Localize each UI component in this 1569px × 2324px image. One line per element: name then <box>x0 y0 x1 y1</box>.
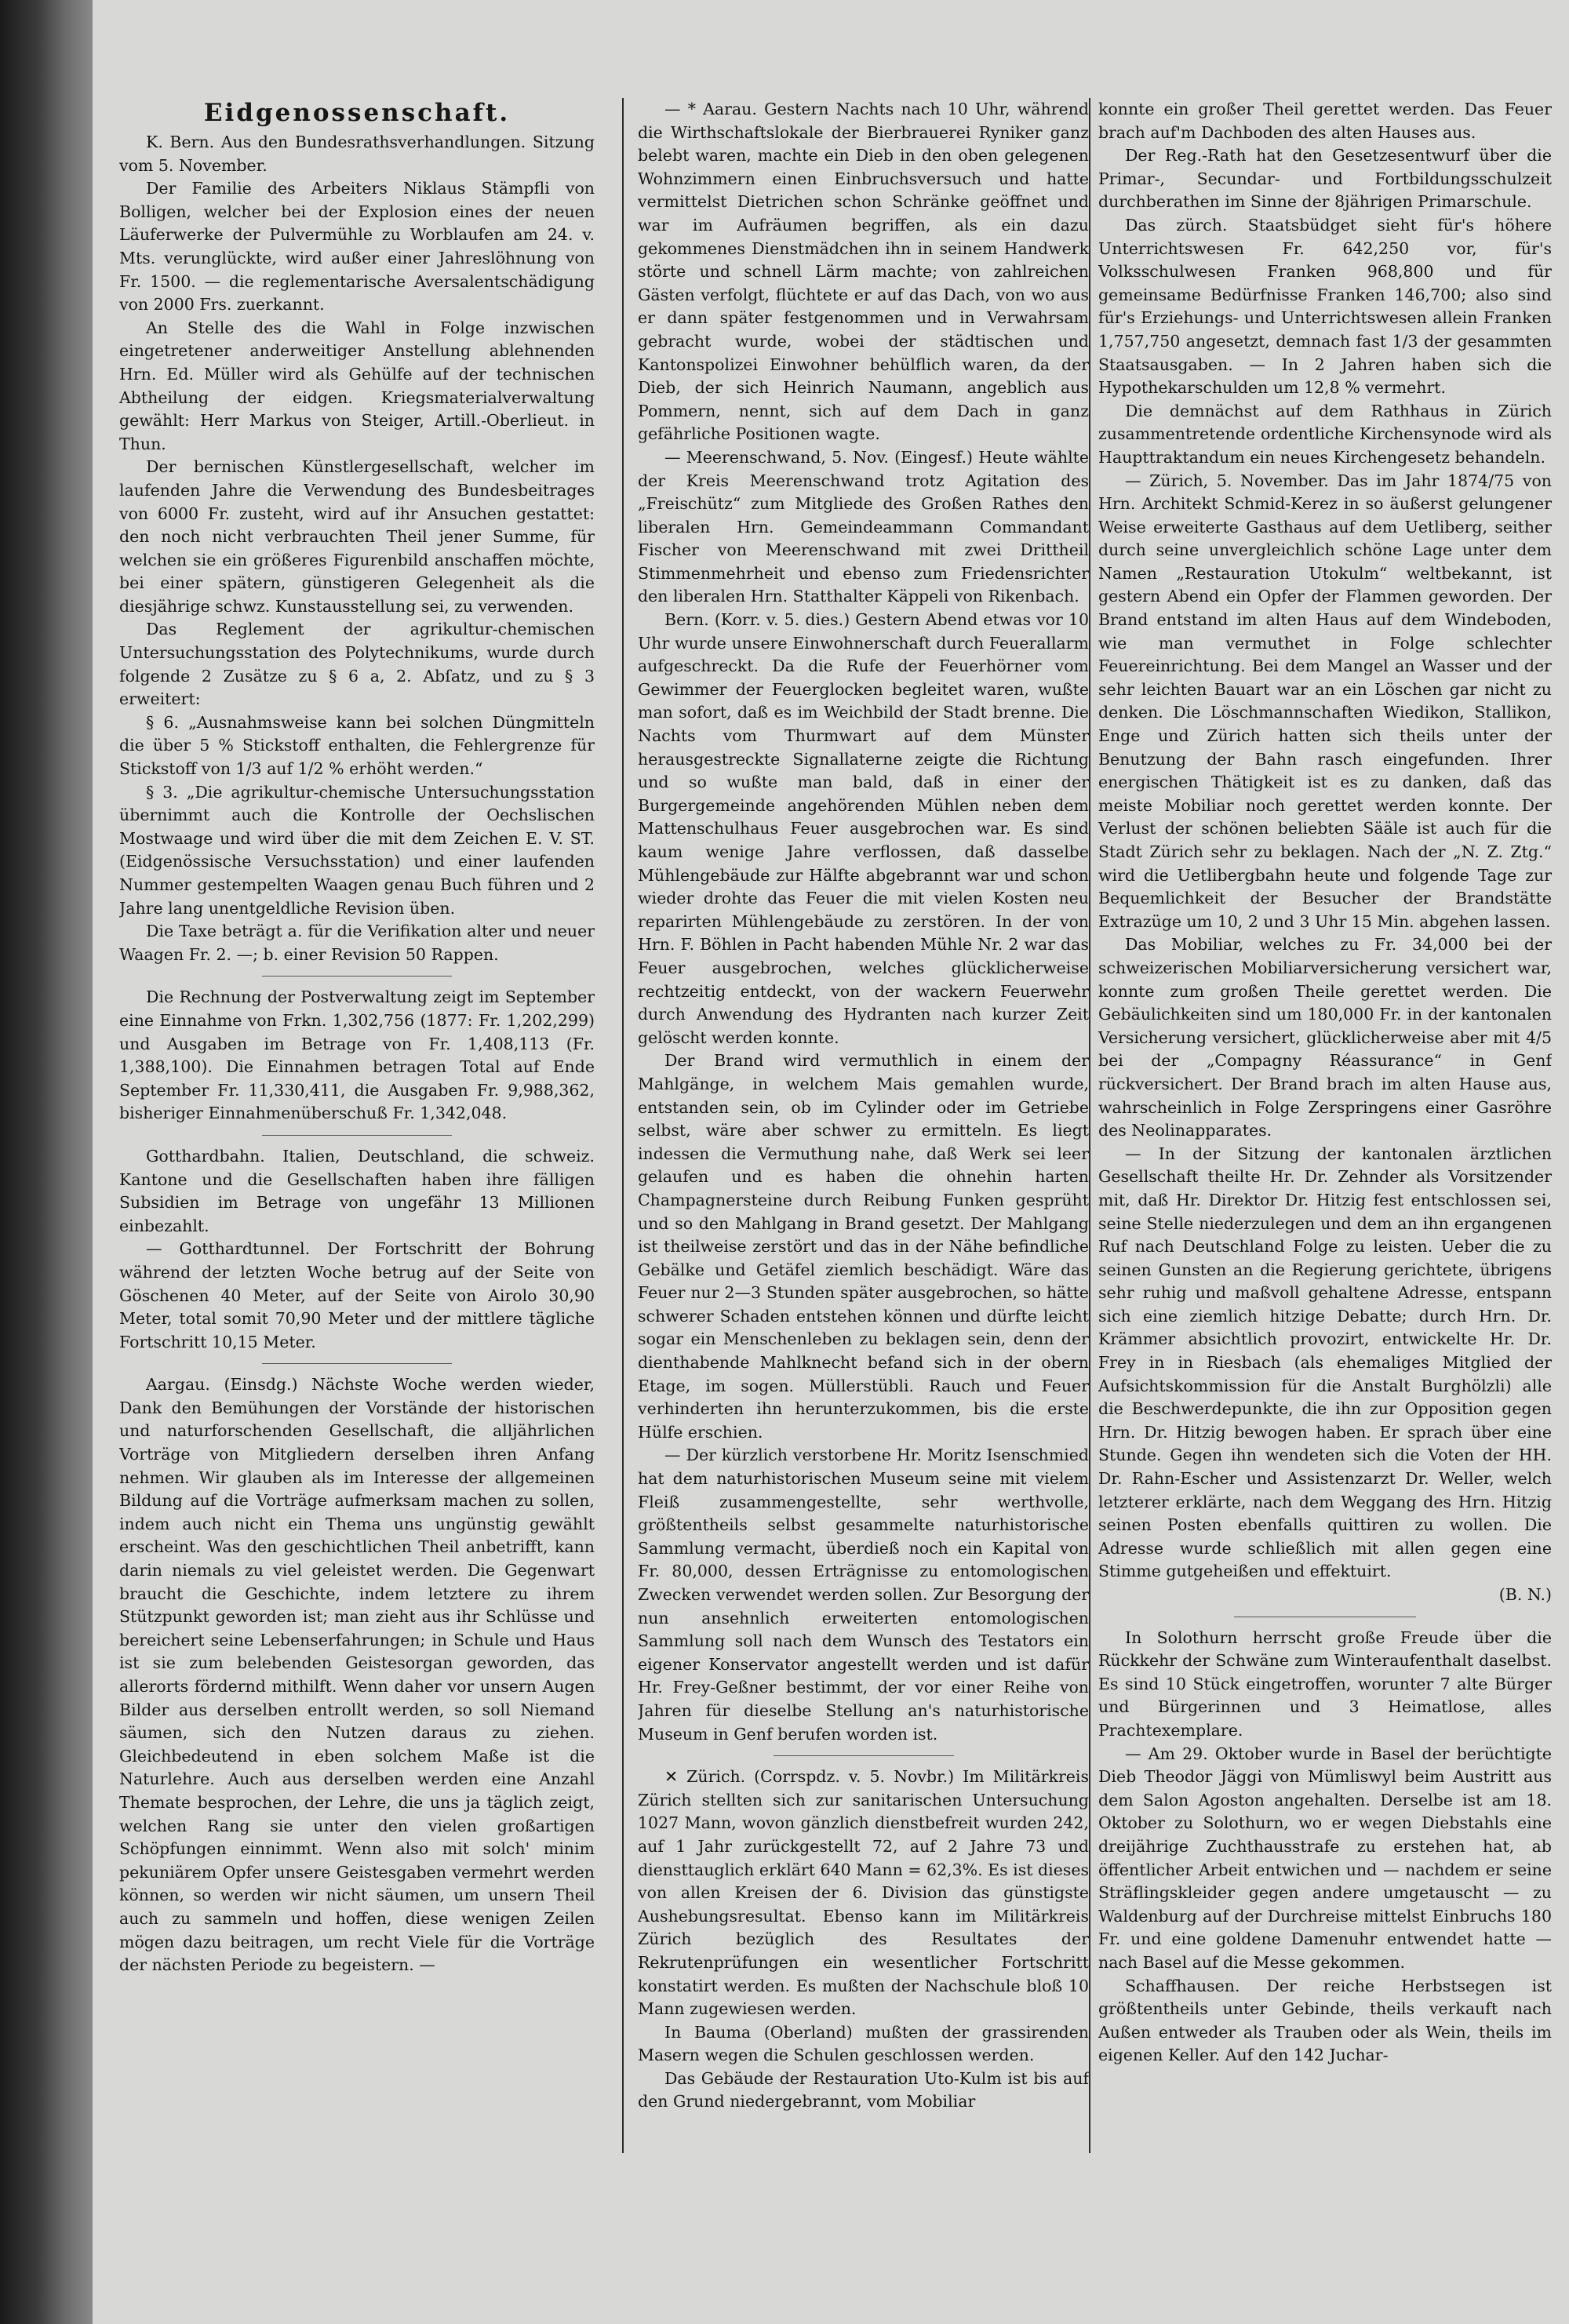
article-paragraph: — * Aarau. Gestern Nachts nach 10 Uhr, während die Wirthschaftslokale der Bierbrauerei Ryniker ganz belebt waren, machte ein Dieb in den oben gelegenen Wohnzimmern einen Einbruchsversuch und hatte vermittelst Dietrichen schon Schränke geöffnet und war im Aufräumen begriffen, als ein dazu gekommenes Dienstmädchen ihn in seinem Handwerk störte und schnell Lärm machte; von zahlreichen Gästen verfolgt, flüchtete er auf das Dach, von wo aus er dann später festgenommen und in Verwahrsam gebracht wurde, wobei der städtischen und Kantonspolizei Einwohner behülflich waren, da der Dieb, der sich Heinrich Naumann, angeblich aus Pommern, nennt, sich auf dem Dach in ganz gefährliche Positionen wagte. <box>638 100 1089 444</box>
article-paragraph: — In der Sitzung der kantonalen ärztlichen Gesellschaft theilte Hr. Dr. Zehnder als Vorsitzender mit, daß Hr. Direktor Dr. Hitzig fest entschlossen sei, seine Stelle niederzulegen und dem an ihn ergangenen Ruf nach Deutschland Folge zu leisten. Ueber die zu seinen Gunsten an die Regierung gerichtete, übrigens sehr ruhig und maßvoll gehaltene Adresse, entspann sich eine ziemlich hitzige Debatte; durch Hrn. Dr. Krämmer absichtlich provozirt, entwickelte Hr. Dr. Frey in in Riesbach (als ehemaliges Mitglied der Aufsichtskommission für die Anstalt Burghölzli) alle die Beschwerdepunkte, die ihn zur Opposition gegen Hrn. Dr. Hitzig bewogen haben. Er sprach über eine Stunde. Gegen ihn wendeten sich die Voten der HH. Dr. Rahn-Escher und Assistenzarzt Dr. Weller, welch letzterer erklärte, nach dem Weggang des Hrn. Hitzig seinen Posten ebenfalls quittiren zu wollen. Die Adresse wurde schließlich mit allen gegen eine Stimme gutgeheißen und effektuirt. <box>1098 1144 1552 1581</box>
section-separator <box>262 1135 452 1136</box>
article-paragraph: Das Gebäude der Restauration Uto-Kulm ist bis auf den Grund niedergebrannt, vom Mobiliar <box>638 2068 1089 2111</box>
column-rule-1 <box>622 98 624 2153</box>
section-separator <box>262 1363 452 1364</box>
article-paragraph: — Gotthardtunnel. Der Fortschritt der Bohrung während der letzten Woche betrug auf der Seite von Göschenen 40 Meter, auf der Seite von Airolo 30,90 Meter, total somit 70,90 Meter und der mittlere tägliche Fortschritt 10,15 Meter. <box>119 1239 595 1351</box>
article-paragraph: Gotthardbahn. Italien, Deutschland, die schweiz. Kantone und die Gesellschaften haben ihre fälligen Subsidien im Betrage von ungefähr 13 Millionen einbezahlt. <box>119 1146 595 1235</box>
article-paragraph: Schaffhausen. Der reiche Herbstsegen ist größtentheils unter Gebinde, theils verkauft nach Außen entweder als Trauben oder als Wein, theils im eigenen Keller. Auf den 142 Juchar- <box>1098 1976 1552 2065</box>
article-paragraph: An Stelle des die Wahl in Folge inzwischen eingetretener anderweitiger Anstellung ablehnenden Hrn. Ed. Müller wird als Gehülfe auf der technischen Abtheilung der eidgen. Kriegsmaterialverwaltung gewählt: Herr Markus von Steiger, Artill.-Oberlieut. in Thun. <box>119 318 595 453</box>
article-paragraph: Der bernischen Künstlergesellschaft, welcher im laufenden Jahre die Verwendung des Bundesbeitrages von 6000 Fr. zusteht, wird auf ihr Ansuchen gestattet: den noch nicht verbrauchten Theil jener Summe, für welchen sie ein größeres Figurenbild anschaffen möchte, bei einer spätern, günstigeren Gelegenheit als die diesjährige schwz. Kunstausstellung sei, zu verwenden. <box>119 457 595 616</box>
column-3 <box>1098 98 1552 2279</box>
article-paragraph: ✕ Zürich. (Corrspdz. v. 5. Novbr.) Im Militärkreis Zürich stellten sich zur sanitarischen Untersuchung 1027 Mann, wovon gänzlich dienstbefreit wurden 242, auf 1 Jahr zurückgestellt 72, auf 2 Jahre 73 und diensttauglich erklärt 640 Mann = 62,3%. Es ist dieses von allen Kreisen der 6. Division das günstigste Aushebungsresultat. Ebenso kann im Militärkreis Zürich bezüglich des Resultates der Rekrutenprüfungen ein wesentlicher Fortschritt konstatirt werden. Es mußten der Nachschule bloß 10 Mann zugewiesen werden. <box>638 1767 1089 2019</box>
article-paragraph: Der Familie des Arbeiters Niklaus Stämpfli von Bolligen, welcher bei der Explosion eines der neuen Läuferwerke der Pulvermühle zu Worblaufen am 24. v. Mts. verunglückte, wird außer einer Jahreslöhnung von Fr. 1500. — die reglementarische Aversalentschädigung von 2000 Frs. zuerkannt. <box>119 179 595 315</box>
article-paragraph: § 6. „Ausnahmsweise kann bei solchen Düngmitteln die über 5 % Stickstoff enthalten, die Fehlergrenze für Stickstoff von 1/3 auf 1/2 % erhöht werden.“ <box>119 712 595 779</box>
article-paragraph: Der Reg.-Rath hat den Gesetzesentwurf über die Primar-, Secundar- und Fortbildungsschulzeit durchberathen im Sinne der 8jährigen Primarschule. <box>1098 146 1552 212</box>
article-paragraph: Das Mobiliar, welches zu Fr. 34,000 bei der schweizerischen Mobiliarversicherung versichert war, konnte zum großen Theile gerettet werden. Die Gebäulichkeiten sind um 180,000 Fr. in der kantonalen Versicherung versichert, glücklicherweise aber mit 4/5 bei der „Compagny Réassurance“ in Genf rückversichert. Der Brand brach im alten Hause aus, wahrscheinlich in Folge Zerspringens einer Gasröhre des Neolinapparates. <box>1098 935 1552 1140</box>
article-paragraph: § 3. „Die agrikultur-chemische Untersuchungsstation übernimmt auch die Kontrolle der Oechslischen Mostwaage und wird über die mit dem Zeichen E. V. ST. (Eidgenössische Versuchsstation) und einer laufenden Nummer gestempelten Waagen genau Buch führen und 2 Jahre lang unentgeldliche Revision üben. <box>119 782 595 918</box>
article-paragraph: In Bauma (Oberland) mußten der grassirenden Masern wegen die Schulen geschlossen werden. <box>638 2022 1089 2065</box>
article-paragraph: Der Brand wird vermuthlich in einem der Mahlgänge, in welchem Mais gemahlen wurde, entstanden sein, ob im Cylinder oder im Getriebe selbst, wäre aber schwer zu ermitteln. Es liegt indessen die Vermuthung nahe, daß Werk sei leer gelaufen und es haben die ohnehin harten Champagnersteine durch Reibung Funken gesprüht und so den Mahlgang in Brand gesetzt. Der Mahlgang ist theilweise zerstört und das in der Nähe befindliche Gebälke und Getäfel ziemlich beschädigt. Wäre das Feuer nur 2—3 Stunden später ausgebrochen, so hätte schwerer Schaden entstehen können und dürfte leicht sogar ein Menschenleben zu beklagen sein, denn der dienthabende Mahlknecht befand sich in der obern Etage, im sogen. Müllerstübli. Rauch und Feuer verhinderten ihn herunterzukommen, bis die erste Hülfe erschien. <box>638 1051 1089 1442</box>
article-paragraph: Die Rechnung der Postverwaltung zeigt im September eine Einnahme von Frkn. 1,302,756 (1877: Fr. 1,202,299) und Ausgaben im Betrage von Fr. 1,408,113 (Fr. 1,388,100). Die Einnahmen betragen Total auf Ende September Fr. 11,330,411, die Ausgaben Fr. 9,988,362, bisheriger Einnahmenüberschuß Fr. 1,342,048. <box>119 987 595 1123</box>
book-binding-edge <box>0 0 93 2324</box>
article-paragraph: konnte ein großer Theil gerettet werden. Das Feuer brach auf'm Dachboden des alten Hauses aus. <box>1098 100 1552 142</box>
section-separator <box>774 1755 954 1756</box>
article-paragraph: — Am 29. Oktober wurde in Basel der berüchtigte Dieb Theodor Jäggi von Mümliswyl beim Austritt aus dem Salon Agoston angehalten. Derselbe ist am 18. Oktober zu Solothurn, wo er wegen Diebstahls eine dreijährige Zuchthausstrafe zu erstehen hat, ab öffentlicher Arbeit entwichen und — nachdem er seine Sträflingskleider gegen andere umgetauscht — zu Waldenburg auf der Durchreise mittelst Einbruchs 180 Fr. und eine goldene Damenuhr entwendet hatte — nach Basel auf die Messe gekommen. <box>1098 1744 1552 1972</box>
article-paragraph: — Der kürzlich verstorbene Hr. Moritz Isenschmied hat dem naturhistorischen Museum seine mit vielem Fleiß zusammengestellte, sehr werthvolle, größtentheils selbst gesammelte naturhistorische Sammlung vermacht, überdieß noch ein Kapital von Fr. 80,000, dessen Erträgnisse zu entomologischen Zwecken verwendet werden sollen. Zur Besorgung der nun ansehnlich erweiterten entomologischen Sammlung soll nach dem Wunsch des Testators ein eigener Konservator angestellt werden und ist dafür Hr. Frey-Geßner bestimmt, der vor einer Reihe von Jahren für dieselbe Stellung an's naturhistorische Museum in Genf berufen worden ist. <box>638 1446 1089 1744</box>
section-title: Eidgenossenschaft. <box>203 99 511 127</box>
article-paragraph: K. Bern. Aus den Bundesrathsverhandlungen. Sitzung vom 5. November. <box>119 133 595 175</box>
article-paragraph: (B. N.) <box>1498 1585 1552 1604</box>
article-paragraph: Das Reglement der agrikultur-chemischen Untersuchungsstation des Polytechnikums, wurde durch folgende 2 Zusätze zu § 6 a, 2. Abſatz, und zu § 3 erweitert: <box>119 620 595 709</box>
article-paragraph: — Zürich, 5. November. Das im Jahr 1874/75 von Hrn. Architekt Schmid-Kerez in so äußerst gelungener Weise erweiterte Gasthaus auf dem Uetliberg, seither durch seine unvergleichlich schöne Lage unter dem Namen „Restauration Utokulm“ weltbekannt, ist gestern Abend ein Opfer der Flammen geworden. Der Brand entstand im alten Haus auf dem Windeboden, wie man vermuthet in Folge schlechter Feuereinrichtung. Bei dem Mangel an Wasser und der sehr leichten Bauart war an ein Löschen gar nicht zu denken. Die Löschmannschaften Wiedikon, Stallikon, Enge und Zürich hatten sich theils unter der Benutzung der Bahn rasch eingefunden. Ihrer energischen Thätigkeit ist es zu danken, daß das meiste Mobiliar noch gerettet werden konnte. Der Verlust der schönen beliebten Sääle ist auch für die Stadt Zürich sehr zu beklagen. Nach der „N. Z. Ztg.“ wird die Uetlibergbahn heute und folgende Tage zur Bequemlichkeit der Besucher der Brandstätte Extrazüge um 10, 2 und 3 Uhr 15 Min. abgehen lassen. <box>1098 471 1552 931</box>
article-paragraph: Aargau. (Einsdg.) Nächste Woche werden wieder, Dank den Bemühungen der Vorstände der historischen und naturforschenden Gesellschaft, die alljährlichen Vorträge von Mitgliedern derselben ihren Anfang nehmen. Wir glauben als im Interesse der allgemeinen Bildung auf die Vorträge aufmerksam machen zu sollen, indem auch nicht ein Thema uns ungünstig gewählt erscheint. Was den geschichtlichen Theil anbetrifft, kann darin niemals zu viel geleistet werden. Die Gegenwart braucht die Geschichte, indem letztere zu ihrem Stützpunkt geworden ist; man zieht aus ihr Schlüsse und bereichert seine Lebenserfahrungen; in Schule und Haus ist sie zum belebenden Geistesorgan geworden, das allerorts fördernd mithilft. Wenn daher vor unsern Augen Bilder aus derselben entrollt werden, so soll Niemand säumen, sich den Nutzen daraus zu ziehen. Gleichbedeutend in eben solchem Maße ist die Naturlehre. Auch aus derselben werden eine Anzahl Themate besprochen, der Lehre, die uns ja täglich zeigt, welchen Rang sie unter den vielen großartigen Schöpfungen einnimmt. Wenn also mit solch' minim pekuniärem Opfer unsere Geistesgaben vermehrt werden können, so werden wir nicht säumen, um unsern Theil auch zu sammeln und hoffen, diese wenigen Zeilen mögen dazu beitragen, um recht Viele für die Vorträge der nächsten Periode zu begeistern. — <box>119 1375 595 1975</box>
column-rule-2 <box>1089 98 1090 2153</box>
article-paragraph: — Meerenschwand, 5. Nov. (Eingesf.) Heute wählte der Kreis Meerenschwand trotz Agitation des „Freischütz“ zum Mitgliede des Großen Rathes den liberalen Hrn. Gemeindeammann Commandant Fischer von Meerenschwand mit zwei Drittheil Stimmenmehrheit und ebenso zum Friedensrichter den liberalen Hrn. Statthalter Käppeli von Rikenbach. <box>638 447 1089 606</box>
article-paragraph: Das zürch. Staatsbüdget sieht für's höhere Unterrichtswesen Fr. 642,250 vor, für's Volksschulwesen Franken 968,800 und für gemeinsame Bedürfnisse Franken 146,700; also sind für's Erziehungs- und Unterrichtswesen allein Franken 1,757,750 angesetzt, demnach fast 1/3 der gesammten Staatsausgaben. — In 2 Jahren haben sich die Hypothekarschulden um 12,8 % vermehrt. <box>1098 215 1552 398</box>
article-paragraph: In Solothurn herrscht große Freude über die Rückkehr der Schwäne zum Winteraufenthalt daselbst. Es sind 10 Stück eingetroffen, worunter 7 alte Bürger und Bürgerinnen und 3 Heimatlose, alles Prachtexemplare. <box>1098 1628 1552 1740</box>
article-paragraph: Die Taxe beträgt a. für die Verifikation alter und neuer Waagen Fr. 2. —; b. einer Revision 50 Rappen. <box>119 922 595 964</box>
article-paragraph: Bern. (Korr. v. 5. dies.) Gestern Abend etwas vor 10 Uhr wurde unsere Einwohnerschaft durch Feuerallarm aufgeschreckt. Da die Rufe der Feuerhörner vom Gewimmer der Feuerglocken begleitet waren, wußte man sofort, daß es im Weichbild der Stadt brenne. Die Nachts vom Thurmwart auf dem Münster herausgestreckte Signallaterne zeigte die Richtung und so wußte man bald, daß in einer der Burgergemeinde angehörenden Mühlen neben dem Mattenschulhaus Feuer ausgebrochen war. Es sind kaum wenige Jahre verflossen, daß dasselbe Mühlengebäude zur Hälfte abgebrannt war und schon wieder drohte das Feuer die mit vielen Kosten neu reparirten Mühlengebäude zu zerstören. In der von Hrn. F. Böhlen in Pacht habenden Mühle Nr. 2 war das Feuer ausgebrochen, welches glücklicherweise rechtzeitig entdeckt, von der wackern Feuerwehr durch Anwendung des Hydranten nach kurzer Zeit gelöscht werden konnte. <box>638 610 1089 1047</box>
article-paragraph: Die demnächst auf dem Rathhaus in Zürich zusammentretende ordentliche Kirchensynode wird als Haupttraktandum ein neues Kirchengesetz behandeln. <box>1098 401 1552 467</box>
column-2 <box>638 98 1089 2279</box>
column-1 <box>119 98 595 2279</box>
section-separator <box>262 976 452 977</box>
